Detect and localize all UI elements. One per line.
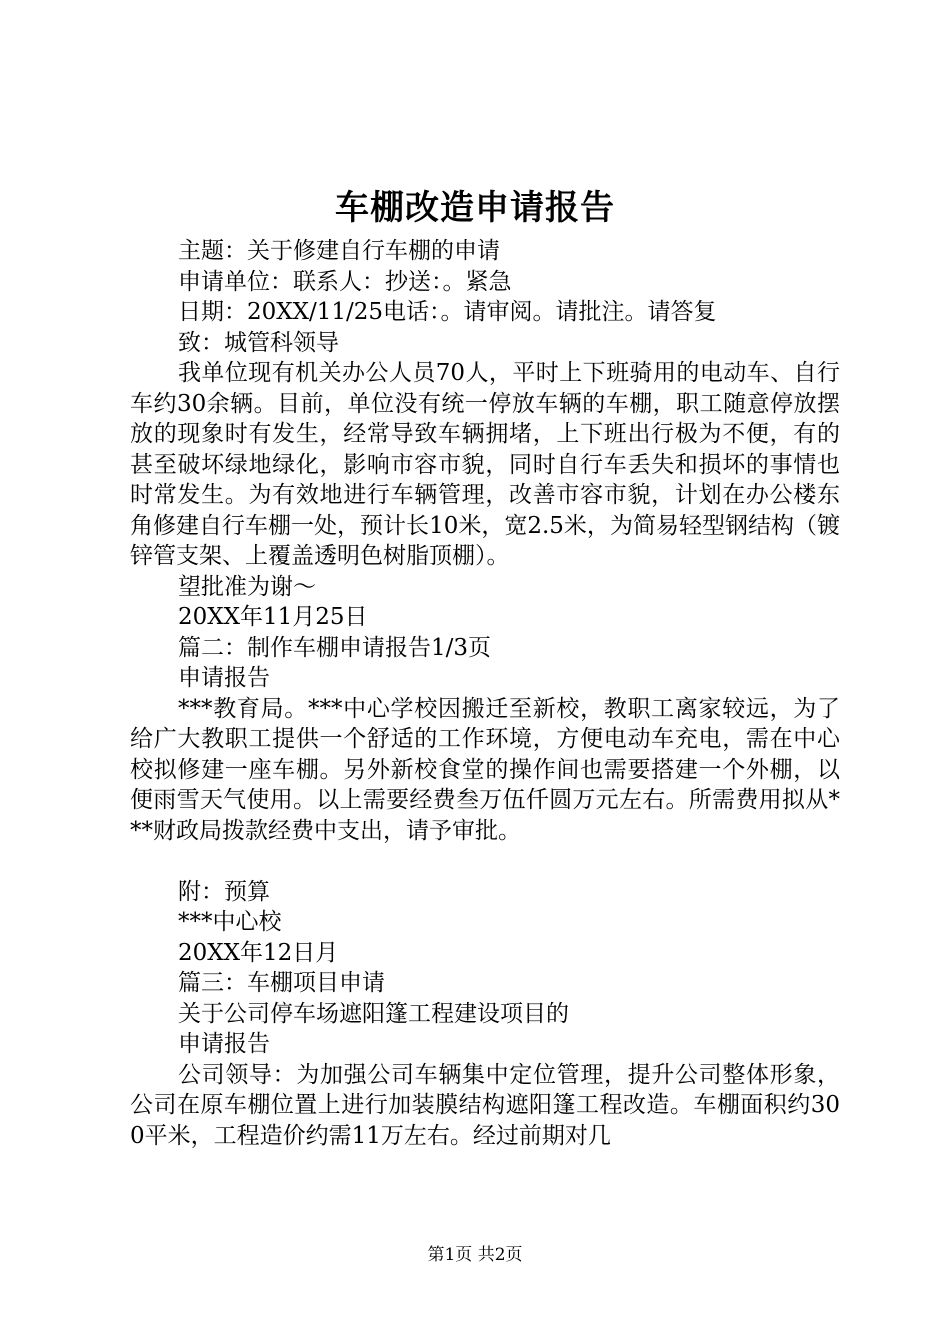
subject-line: 主题：关于修建自行车棚的申请 bbox=[178, 238, 500, 264]
applicant-line: 申请单位：联系人：抄送：。紧急 bbox=[178, 268, 512, 295]
body-paragraph: 我单位现有机关办公人员70人，平时上下班骑用的电动车、自行车约30余辆。目前，单位没有统一停放车辆的车棚，职工随意停放摆放的现象时有发生，经常导致车辆拥堵，上下班出行极为不便，有的甚至破坏绿地绿化，影响市容市貌，同时自行车丢失和损坏的事情也时常发生。为有效地进行车辆管理，改善市容市貌，计划在办公楼东角修建自行车棚一处，预计长10米，宽2.5米，为简易轻型钢结构（镀锌管支架、上覆盖透明色树脂顶棚）。 bbox=[130, 360, 840, 569]
blank-line bbox=[130, 846, 840, 877]
attachment-line: 附：预算 bbox=[178, 878, 270, 905]
document-body bbox=[130, 236, 840, 1151]
section-heading: 篇二：制作车棚申请报告1/3页 bbox=[178, 634, 492, 661]
section-subheading: 申请报告 bbox=[178, 665, 270, 691]
date-line: 日期：20XX/11/25电话：。请审阅。请批注。请答复 bbox=[178, 299, 717, 325]
section-heading: 篇三：车棚项目申请 bbox=[178, 970, 385, 996]
page-footer: 第1页 共2页 bbox=[427, 1245, 523, 1265]
section-subheading: 关于公司停车场遮阳篷工程建设项目的 bbox=[178, 1000, 569, 1027]
body-paragraph: ***教育局。***中心学校因搬迁至新校，教职工离家较远，为了给广大教职工提供一个舒适的工作环境，方便电动车充电，需在中心校拟修建一座车棚。另外新校食堂的操作间也需要搭建一个外棚，以便雨雪天气使用。以上需要经费叁万伍仟圆万元左右。所需费用拟从***财政局拨款经费中支出，请予审批。 bbox=[130, 695, 840, 844]
section-subheading: 申请报告 bbox=[178, 1031, 270, 1057]
signature-date: 20XX年12日月 bbox=[178, 939, 339, 966]
document-title: 车棚改造申请报告 bbox=[335, 188, 615, 228]
signature-date: 20XX年11月25日 bbox=[178, 604, 368, 630]
signature-org: ***中心校 bbox=[178, 909, 282, 935]
body-paragraph: 公司领导：为加强公司车辆集中定位管理，提升公司整体形象，公司在原车棚位置上进行加装膜结构遮阳篷工程改造。车棚面积约300平米，工程造价约需11万左右。经过前期对几 bbox=[130, 1061, 840, 1149]
closing-line: 望批准为谢～ bbox=[178, 573, 316, 600]
recipient-line: 致：城管科领导 bbox=[178, 329, 339, 356]
